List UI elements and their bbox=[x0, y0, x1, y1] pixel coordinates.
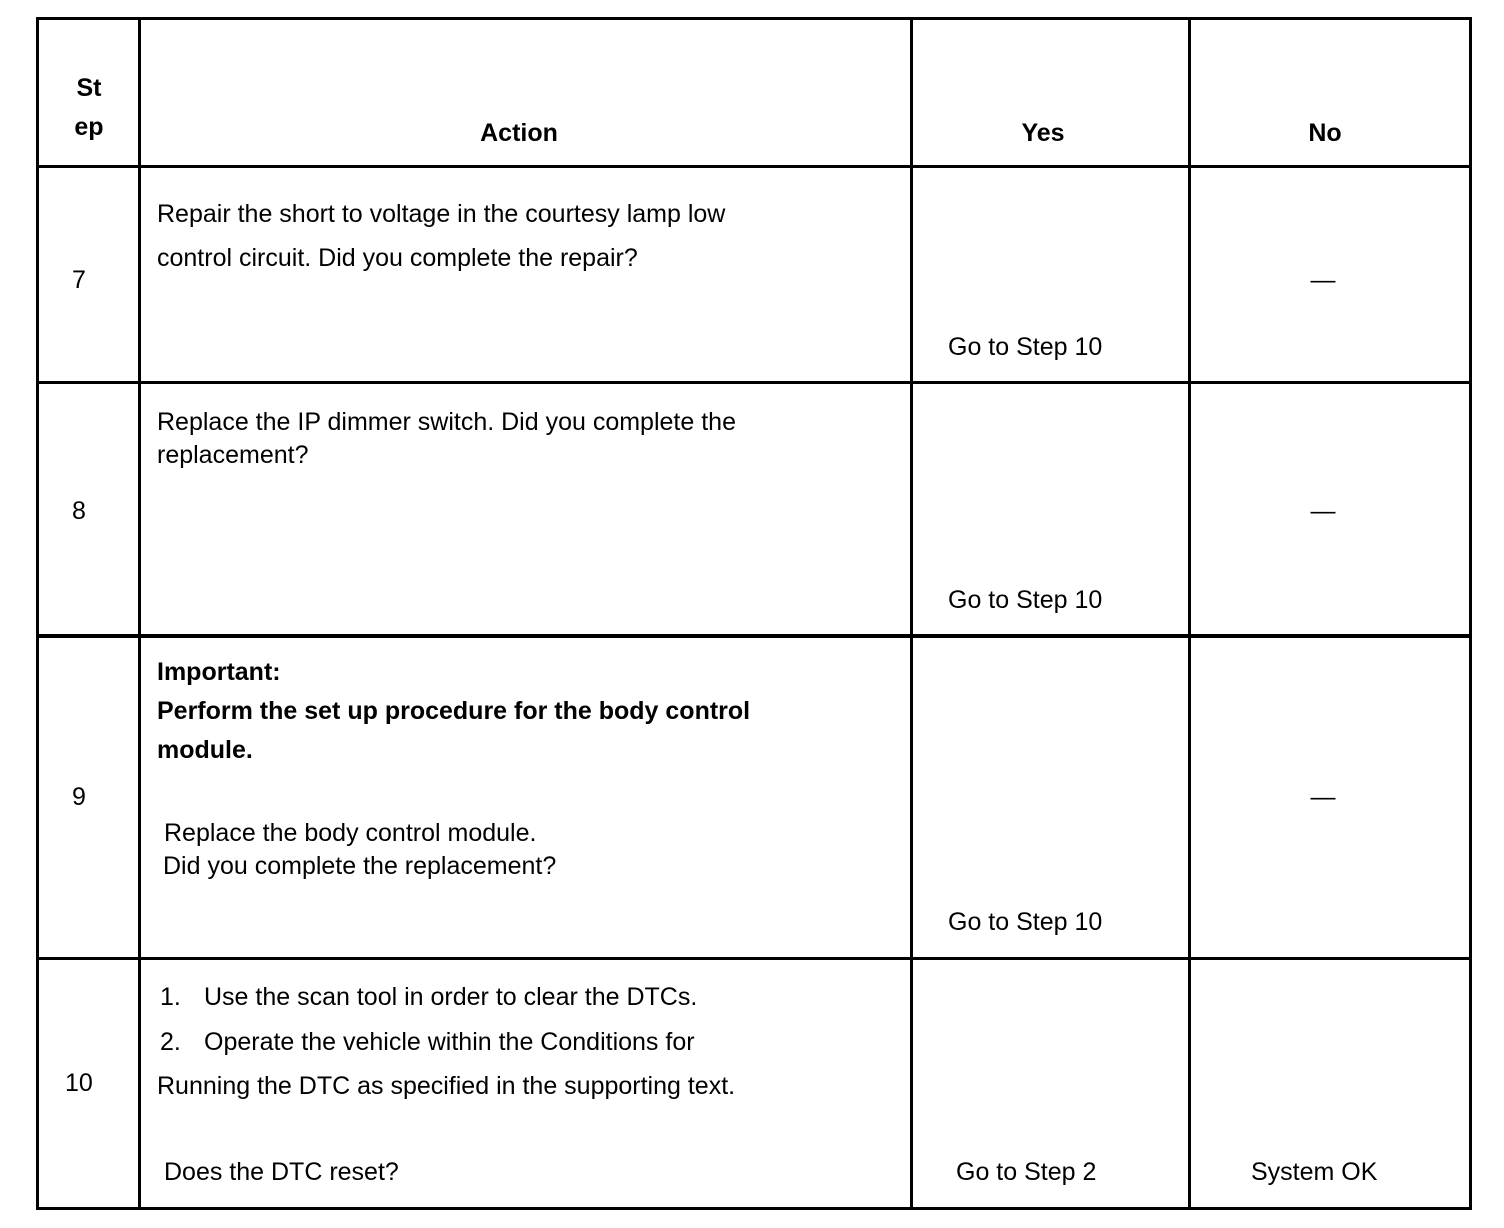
important-text: Perform the set up procedure for the body control bbox=[157, 697, 751, 725]
step-number: 9 bbox=[72, 783, 86, 811]
list-item-number: 2. bbox=[160, 1028, 181, 1056]
action-text: Replace the body control module. bbox=[164, 819, 537, 847]
header-no: No bbox=[1308, 119, 1342, 147]
table-border-bottom bbox=[36, 1207, 1472, 1210]
step-number: 10 bbox=[65, 1069, 93, 1097]
row-divider bbox=[36, 381, 1472, 384]
header-step-line1: St bbox=[76, 74, 102, 102]
action-text: control circuit. Did you complete the repair? bbox=[157, 244, 638, 272]
yes-result: Go to Step 10 bbox=[948, 586, 1103, 614]
list-item-text: Operate the vehicle within the Conditions for bbox=[204, 1028, 695, 1056]
important-text: module. bbox=[157, 736, 253, 764]
no-result: — bbox=[1310, 497, 1336, 525]
no-result: — bbox=[1310, 266, 1336, 294]
row-divider bbox=[36, 957, 1472, 960]
column-divider bbox=[1188, 17, 1191, 1210]
no-result: System OK bbox=[1251, 1158, 1378, 1186]
list-item-number: 1. bbox=[160, 983, 181, 1011]
action-text: Replace the IP dimmer switch. Did you complete the bbox=[157, 408, 736, 436]
header-divider bbox=[36, 165, 1472, 168]
header-action: Action bbox=[480, 119, 558, 147]
row-divider bbox=[36, 634, 1472, 638]
step-number: 7 bbox=[72, 266, 86, 294]
no-result: — bbox=[1310, 783, 1336, 811]
column-divider bbox=[910, 17, 913, 1210]
table-border-top bbox=[36, 17, 1472, 20]
important-label: Important: bbox=[157, 658, 281, 686]
table-border-right bbox=[1469, 17, 1472, 1210]
column-divider bbox=[138, 17, 141, 1210]
header-step-line2: ep bbox=[74, 113, 104, 141]
action-text: Repair the short to voltage in the courtesy lamp low bbox=[157, 200, 726, 228]
list-item-text: Use the scan tool in order to clear the DTCs. bbox=[204, 983, 698, 1011]
table-border-left bbox=[36, 17, 39, 1210]
action-text: Did you complete the replacement? bbox=[163, 852, 557, 880]
step-number: 8 bbox=[72, 497, 86, 525]
question-text: Does the DTC reset? bbox=[164, 1158, 399, 1186]
yes-result: Go to Step 10 bbox=[948, 908, 1103, 936]
action-text: replacement? bbox=[157, 441, 309, 469]
yes-result: Go to Step 10 bbox=[948, 333, 1103, 361]
yes-result: Go to Step 2 bbox=[956, 1158, 1097, 1186]
header-yes: Yes bbox=[1021, 119, 1065, 147]
list-continuation-text: Running the DTC as specified in the supporting text. bbox=[157, 1072, 736, 1100]
